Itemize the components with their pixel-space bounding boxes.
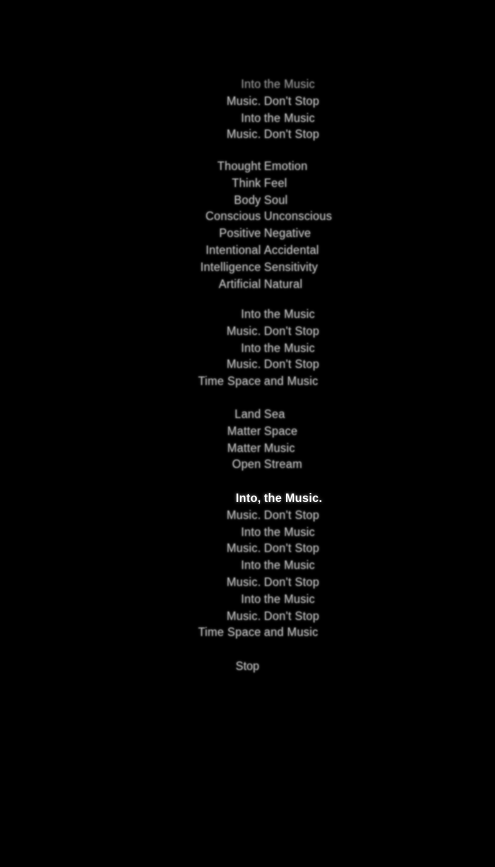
lyric-line [0,175,495,193]
lyric-right-text: the Music [264,309,316,321]
lyric-left-text: Intentional [205,245,261,257]
lyric-left-text: Matter [227,442,261,455]
lyric-line [0,423,495,441]
lyric-left-text: Artificial [218,278,261,291]
lyric-right-text: Stream [264,459,303,472]
lyric-line [0,373,495,391]
lyric-line [0,624,495,642]
lyric-right-text: Don't Stop [264,509,320,522]
lyric-left-text: Music. [226,95,261,108]
lyric-line [0,340,495,358]
lyric-right-text: Natural [264,278,303,291]
lyric-left-text: Into [241,593,261,606]
lyric-right-text: and Music [264,376,319,389]
lyric-footer-line [0,658,495,676]
lyric-left-text: Think [231,177,261,190]
lyric-line [0,208,495,226]
lyric-right-text: Don't Stop [264,95,320,108]
lyric-right-text: Sea [264,409,286,421]
lyric-left-text: Matter [227,425,261,438]
lyric-line [0,356,495,374]
lyric-left-text: Into [241,309,261,321]
lyric-line [0,456,495,474]
lyric-right-text: the Music [264,560,316,573]
lyric-line [0,242,495,260]
lyric-line-current [0,490,495,508]
lyric-right-text: the Music [264,112,316,125]
lyric-left-text: Music. [226,543,261,556]
lyric-right-text: Don't Stop [264,610,320,623]
lyric-right-text: Don't Stop [264,325,320,338]
lyric-line [0,524,495,542]
lyric-line [0,276,495,294]
lyric-right-text: Don't Stop [264,129,320,142]
lyric-left-text: Thought [217,161,261,173]
lyric-left-text: Music. [226,129,261,142]
lyric-right-text: Music [264,442,296,455]
lyric-left-text: Music. [226,509,261,522]
lyric-left-text: Music. [226,325,261,338]
lyric-line [0,574,495,592]
lyric-right-text: the Music [264,342,316,355]
lyric-line [0,259,495,277]
lyric-line [0,540,495,558]
lyric-left-text: Positive [219,228,261,241]
lyric-right-text: the Music [264,79,316,91]
lyric-left-text: Into [241,79,261,91]
lyric-line [0,507,495,525]
lyric-right-text: Space [264,425,298,438]
lyric-line [0,93,495,111]
lyric-right-text: Don't Stop [264,359,320,372]
lyric-left-text: Land [234,409,261,421]
lyric-line [0,110,495,128]
lyric-right-text: Feel [264,177,288,190]
lyric-left-text: Music. [226,610,261,623]
lyric-right-text: Sensitivity [264,261,318,274]
lyric-line [0,591,495,609]
lyric-right-text: Don't Stop [264,543,320,556]
lyric-line [0,440,495,458]
lyric-right-text: Negative [264,228,311,241]
lyric-right-text: Accidental [264,245,320,257]
lyric-line [0,158,495,176]
lyric-left-text: Into [241,342,261,355]
lyric-right-text: Unconscious [264,211,333,224]
lyric-line [0,557,495,575]
lyric-left-text: Music. [226,577,261,589]
lyric-footer-text: Stop [235,661,260,673]
lyric-left-text: Music. [226,359,261,372]
lyric-line [0,192,495,210]
lyric-line [0,406,495,424]
lyric-right-text: the Music [264,593,316,606]
lyric-line [0,306,495,324]
lyric-left-text: Time Space [198,376,261,389]
lyric-left-text: Into [241,560,261,573]
lyric-left-text: Intelligence [200,261,261,274]
lyric-left-text: Time Space [198,627,261,640]
lyric-right-text: the Music [264,526,316,539]
lyric-left-text: Into [241,526,261,539]
lyric-right-text: Emotion [264,161,308,173]
lyric-right-text: the Music. [264,493,323,505]
lyric-right-text: and Music [264,627,319,640]
lyric-left-text: Body [233,194,261,207]
lyric-left-text: Open [232,459,261,472]
lyric-line [0,225,495,243]
lyric-left-text: Conscious [205,211,261,224]
lyric-line [0,608,495,626]
lyric-line [0,323,495,341]
lyric-line [0,76,495,94]
lyric-right-text: Don't Stop [264,577,320,589]
lyric-left-text: Into [241,112,261,125]
lyric-left-text: Into, [235,493,261,505]
lyric-right-text: Soul [264,194,288,207]
lyric-line [0,126,495,144]
